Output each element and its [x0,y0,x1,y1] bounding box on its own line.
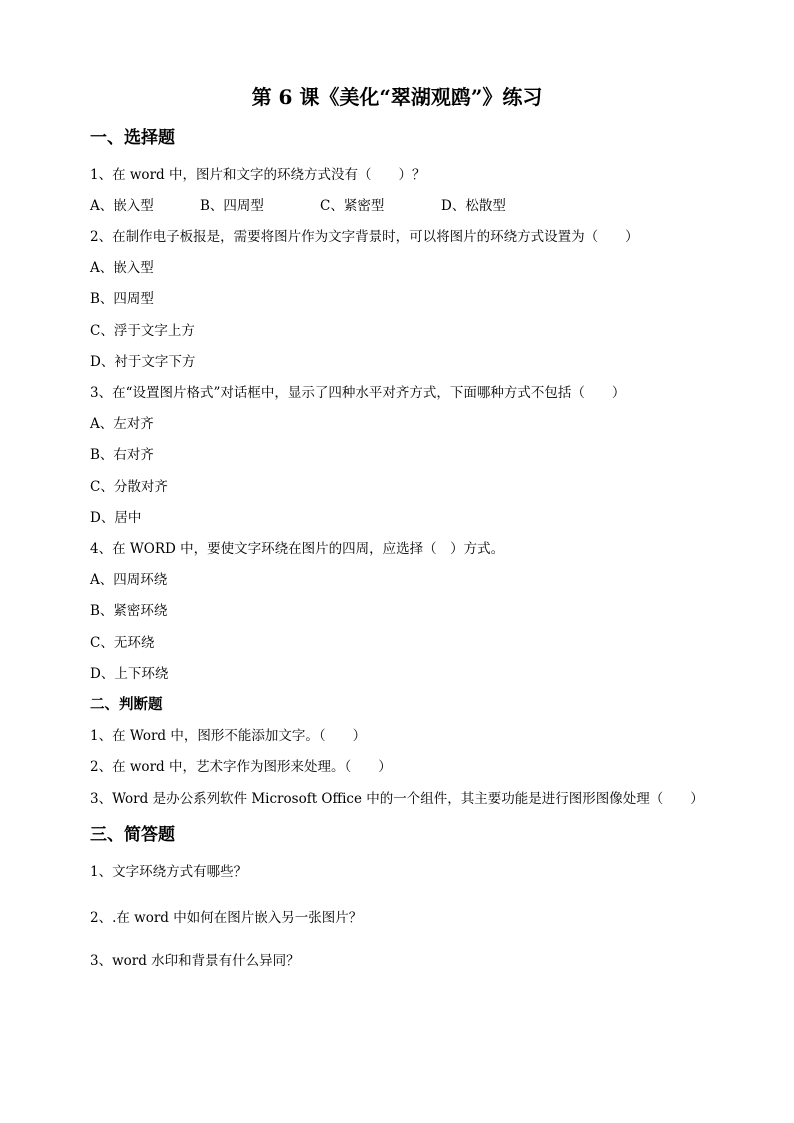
option-b: B、四周型 [200,198,264,214]
question-2-option-d: D、衬于文字下方 [90,354,196,370]
judgement-item-3: 3、Word 是办公系列软件 Microsoft Office 中的一个组件，其主要功能是进行图形图像处理（ ） [90,791,704,807]
section-heading-judgement: 二、判断题 [90,696,163,713]
judgement-item-2: 2、在 word 中，艺术字作为图形来处理。（ ） [90,759,392,775]
section-heading-short-answer: 三、简答题 [90,825,175,845]
section-heading-choice: 一、选择题 [90,128,175,148]
question-3: 3、在“设置图片格式”对话框中，显示了四种水平对齐方式，下面哪种方式不包括（ ） [90,385,626,401]
judgement-item-1: 1、在 Word 中，图形不能添加文字。（ ） [90,728,367,744]
question-3-option-d: D、居中 [90,510,142,526]
short-answer-item-1: 1、文字环绕方式有哪些？ [90,864,248,880]
question-4-option-a: A、四周环绕 [90,572,168,588]
question-1: 1、在 word 中，图片和文字的环绕方式没有（ ）？ [90,167,426,183]
question-4-option-d: D、上下环绕 [90,666,169,682]
short-answer-item-2: 2、.在 word 中如何在图片嵌入另一张图片？ [90,910,363,926]
question-3-option-b: B、右对齐 [90,447,154,463]
question-4-option-c: C、无环绕 [90,635,155,651]
question-2-option-c: C、浮于文字上方 [90,323,195,339]
option-d: D、松散型 [441,198,506,214]
question-2-option-b: B、四周型 [90,291,154,307]
question-2-option-a: A、嵌入型 [90,260,154,276]
question-4-option-b: B、紧密环绕 [90,603,168,619]
question-4: 4、在 WORD 中，要使文字环绕在图片的四周，应选择（ ）方式。 [90,541,505,557]
question-1-options [90,196,550,216]
short-answer-item-3: 3、word 水印和背景有什么异同？ [90,953,300,969]
option-a: A、嵌入型 [90,198,154,214]
question-3-option-c: C、分散对齐 [90,479,168,495]
question-3-option-a: A、左对齐 [90,416,154,432]
question-2: 2、在制作电子板报是，需要将图片作为文字背景时，可以将图片的环绕方式设置为（ ） [90,229,639,245]
page-title: 第 6 课《美化“翠湖观鸥”》练习 [251,85,543,109]
option-c: C、紧密型 [320,198,385,214]
